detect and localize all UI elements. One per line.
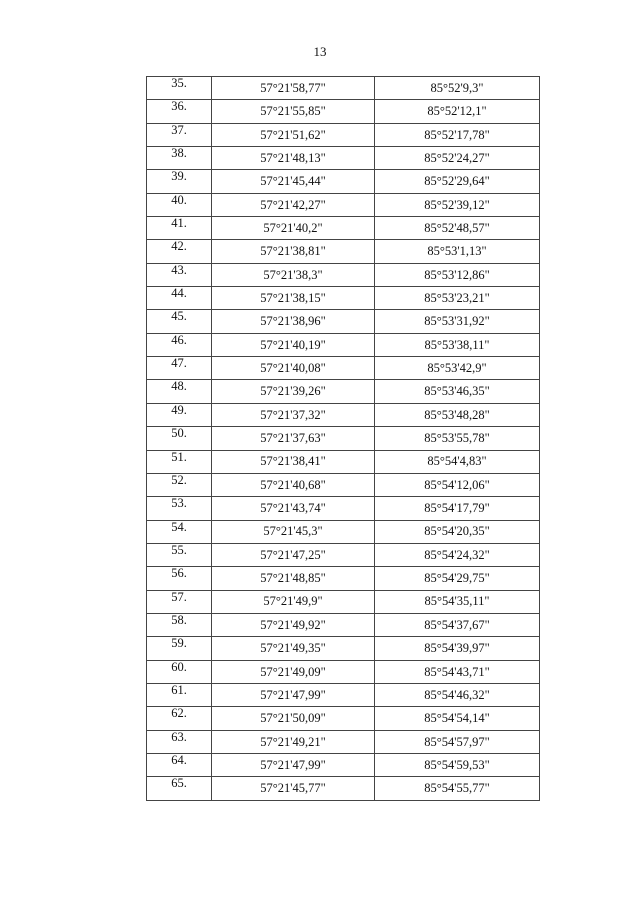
latitude-cell: 57°21'38,96" xyxy=(212,310,375,333)
longitude-cell: 85°53'42,9" xyxy=(375,357,540,380)
latitude-cell: 57°21'47,99" xyxy=(212,683,375,706)
coordinates-table xyxy=(146,76,540,801)
table-row xyxy=(147,100,540,123)
point-number-cell: 47. xyxy=(147,357,212,380)
longitude-cell: 85°54'12,06" xyxy=(375,473,540,496)
table-row xyxy=(147,147,540,170)
table-row xyxy=(147,520,540,543)
longitude-cell: 85°53'31,92" xyxy=(375,310,540,333)
longitude-cell: 85°52'9,3" xyxy=(375,77,540,100)
point-number-cell: 55. xyxy=(147,543,212,566)
latitude-cell: 57°21'38,15" xyxy=(212,287,375,310)
table-row xyxy=(147,263,540,286)
longitude-cell: 85°52'17,78" xyxy=(375,123,540,146)
longitude-cell: 85°54'55,77" xyxy=(375,777,540,800)
latitude-cell: 57°21'49,21" xyxy=(212,730,375,753)
longitude-cell: 85°52'24,27" xyxy=(375,147,540,170)
latitude-cell: 57°21'37,63" xyxy=(212,427,375,450)
longitude-cell: 85°53'12,86" xyxy=(375,263,540,286)
table-row xyxy=(147,497,540,520)
point-number-cell: 57. xyxy=(147,590,212,613)
latitude-cell: 57°21'47,99" xyxy=(212,753,375,776)
point-number-cell: 64. xyxy=(147,753,212,776)
longitude-cell: 85°54'24,32" xyxy=(375,543,540,566)
point-number-cell: 65. xyxy=(147,777,212,800)
latitude-cell: 57°21'38,3" xyxy=(212,263,375,286)
latitude-cell: 57°21'39,26" xyxy=(212,380,375,403)
table-row xyxy=(147,730,540,753)
table-row xyxy=(147,777,540,800)
point-number-cell: 49. xyxy=(147,403,212,426)
longitude-cell: 85°54'57,97" xyxy=(375,730,540,753)
longitude-cell: 85°52'12,1" xyxy=(375,100,540,123)
table-row xyxy=(147,567,540,590)
longitude-cell: 85°54'46,32" xyxy=(375,683,540,706)
point-number-cell: 61. xyxy=(147,683,212,706)
point-number-cell: 53. xyxy=(147,497,212,520)
latitude-cell: 57°21'45,77" xyxy=(212,777,375,800)
longitude-cell: 85°53'46,35" xyxy=(375,380,540,403)
longitude-cell: 85°53'48,28" xyxy=(375,403,540,426)
latitude-cell: 57°21'37,32" xyxy=(212,403,375,426)
table-row xyxy=(147,193,540,216)
longitude-cell: 85°54'54,14" xyxy=(375,707,540,730)
latitude-cell: 57°21'40,08" xyxy=(212,357,375,380)
point-number-cell: 54. xyxy=(147,520,212,543)
latitude-cell: 57°21'40,2" xyxy=(212,217,375,240)
latitude-cell: 57°21'50,09" xyxy=(212,707,375,730)
point-number-cell: 51. xyxy=(147,450,212,473)
table-row xyxy=(147,450,540,473)
longitude-cell: 85°53'55,78" xyxy=(375,427,540,450)
table-row xyxy=(147,310,540,333)
point-number-cell: 50. xyxy=(147,427,212,450)
table-row xyxy=(147,427,540,450)
table-row xyxy=(147,590,540,613)
table-row xyxy=(147,240,540,263)
point-number-cell: 39. xyxy=(147,170,212,193)
longitude-cell: 85°54'17,79" xyxy=(375,497,540,520)
table-row xyxy=(147,217,540,240)
longitude-cell: 85°52'48,57" xyxy=(375,217,540,240)
page-number: 13 xyxy=(313,44,327,59)
point-number-cell: 63. xyxy=(147,730,212,753)
latitude-cell: 57°21'51,62" xyxy=(212,123,375,146)
longitude-cell: 85°54'37,67" xyxy=(375,613,540,636)
longitude-cell: 85°54'59,53" xyxy=(375,753,540,776)
point-number-cell: 58. xyxy=(147,613,212,636)
table-row xyxy=(147,543,540,566)
point-number-cell: 36. xyxy=(147,100,212,123)
point-number-cell: 46. xyxy=(147,333,212,356)
latitude-cell: 57°21'49,35" xyxy=(212,637,375,660)
point-number-cell: 43. xyxy=(147,263,212,286)
latitude-cell: 57°21'45,44" xyxy=(212,170,375,193)
latitude-cell: 57°21'40,19" xyxy=(212,333,375,356)
latitude-cell: 57°21'38,41" xyxy=(212,450,375,473)
longitude-cell: 85°54'20,35" xyxy=(375,520,540,543)
latitude-cell: 57°21'58,77" xyxy=(212,77,375,100)
longitude-cell: 85°54'39,97" xyxy=(375,637,540,660)
longitude-cell: 85°54'4,83" xyxy=(375,450,540,473)
latitude-cell: 57°21'49,09" xyxy=(212,660,375,683)
point-number-cell: 40. xyxy=(147,193,212,216)
table-row xyxy=(147,707,540,730)
latitude-cell: 57°21'48,85" xyxy=(212,567,375,590)
table-row xyxy=(147,123,540,146)
table-row xyxy=(147,77,540,100)
table-row xyxy=(147,380,540,403)
point-number-cell: 38. xyxy=(147,147,212,170)
point-number-cell: 41. xyxy=(147,217,212,240)
point-number-cell: 44. xyxy=(147,287,212,310)
point-number-cell: 56. xyxy=(147,567,212,590)
latitude-cell: 57°21'49,9" xyxy=(212,590,375,613)
latitude-cell: 57°21'42,27" xyxy=(212,193,375,216)
point-number-cell: 45. xyxy=(147,310,212,333)
latitude-cell: 57°21'48,13" xyxy=(212,147,375,170)
latitude-cell: 57°21'45,3" xyxy=(212,520,375,543)
table-row xyxy=(147,403,540,426)
longitude-cell: 85°52'29,64" xyxy=(375,170,540,193)
point-number-cell: 35. xyxy=(147,77,212,100)
point-number-cell: 48. xyxy=(147,380,212,403)
table-row xyxy=(147,753,540,776)
table-row xyxy=(147,287,540,310)
longitude-cell: 85°52'39,12" xyxy=(375,193,540,216)
longitude-cell: 85°54'43,71" xyxy=(375,660,540,683)
latitude-cell: 57°21'55,85" xyxy=(212,100,375,123)
longitude-cell: 85°53'38,11" xyxy=(375,333,540,356)
latitude-cell: 57°21'49,92" xyxy=(212,613,375,636)
table-row xyxy=(147,473,540,496)
longitude-cell: 85°53'23,21" xyxy=(375,287,540,310)
longitude-cell: 85°54'35,11" xyxy=(375,590,540,613)
table-row xyxy=(147,333,540,356)
point-number-cell: 37. xyxy=(147,123,212,146)
latitude-cell: 57°21'47,25" xyxy=(212,543,375,566)
table-row xyxy=(147,357,540,380)
table-row xyxy=(147,170,540,193)
point-number-cell: 60. xyxy=(147,660,212,683)
latitude-cell: 57°21'43,74" xyxy=(212,497,375,520)
latitude-cell: 57°21'38,81" xyxy=(212,240,375,263)
latitude-cell: 57°21'40,68" xyxy=(212,473,375,496)
table-row xyxy=(147,660,540,683)
point-number-cell: 59. xyxy=(147,637,212,660)
longitude-cell: 85°53'1,13" xyxy=(375,240,540,263)
longitude-cell: 85°54'29,75" xyxy=(375,567,540,590)
table-row xyxy=(147,683,540,706)
table-row xyxy=(147,613,540,636)
table-row xyxy=(147,637,540,660)
point-number-cell: 42. xyxy=(147,240,212,263)
point-number-cell: 62. xyxy=(147,707,212,730)
coordinates-table-body xyxy=(147,77,540,801)
point-number-cell: 52. xyxy=(147,473,212,496)
